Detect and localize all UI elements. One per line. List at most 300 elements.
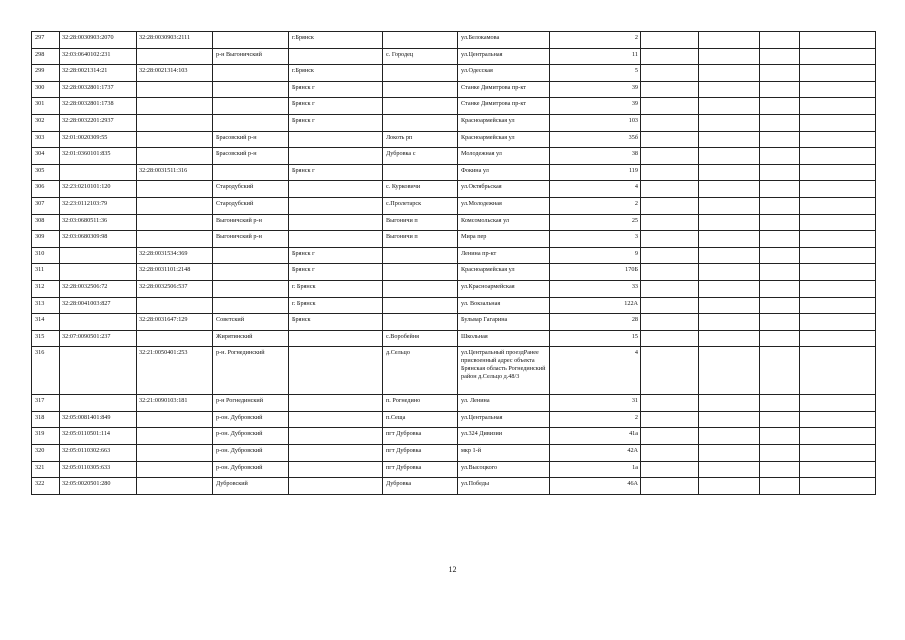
street-cell: мкр 1-й (458, 445, 550, 462)
house-number: 9 (550, 247, 641, 264)
settlement-cell: п.Сеща (383, 411, 458, 428)
extra-cell-2 (760, 231, 800, 248)
extra-cell-3 (800, 445, 876, 462)
extra-cell-1 (699, 98, 760, 115)
street-cell: Бульвар Гагарина (458, 314, 550, 331)
cadastral-number: 32:01:0020309:55 (60, 131, 137, 148)
city-cell (289, 445, 383, 462)
house-number: 2 (550, 32, 641, 49)
extra-cell-3 (800, 131, 876, 148)
table-row (32, 445, 876, 462)
settlement-cell (383, 164, 458, 181)
cadastral-number: 32:28:0032801:1737 (60, 81, 137, 98)
blank-cell (641, 330, 699, 347)
extra-cell-1 (699, 411, 760, 428)
cadastral-number: 32:03:0680511:36 (60, 214, 137, 231)
blank-cell (641, 347, 699, 395)
row-number: 310 (32, 247, 60, 264)
object-cadastral-number (137, 231, 213, 248)
extra-cell-3 (800, 395, 876, 412)
row-number: 316 (32, 347, 60, 395)
house-number: 39 (550, 81, 641, 98)
street-cell: Станке Димитрова пр-кт (458, 98, 550, 115)
city-cell (289, 197, 383, 214)
object-cadastral-number: 32:28:0031534:369 (137, 247, 213, 264)
extra-cell-2 (760, 330, 800, 347)
table-row (32, 148, 876, 165)
extra-cell-3 (800, 330, 876, 347)
city-cell: г.Брянск (289, 65, 383, 82)
extra-cell-2 (760, 411, 800, 428)
row-number: 303 (32, 131, 60, 148)
settlement-cell (383, 247, 458, 264)
district-cell: р-н Рогнединский (213, 395, 289, 412)
settlement-cell (383, 81, 458, 98)
extra-cell-2 (760, 148, 800, 165)
extra-cell-3 (800, 461, 876, 478)
house-number: 46А (550, 478, 641, 495)
district-cell: р-н Выгоничский (213, 48, 289, 65)
blank-cell (641, 214, 699, 231)
blank-cell (641, 148, 699, 165)
table-row (32, 214, 876, 231)
table-row (32, 131, 876, 148)
street-cell: ул.324 Дивизии (458, 428, 550, 445)
extra-cell-3 (800, 247, 876, 264)
cadastral-number: 32:05:0020501:280 (60, 478, 137, 495)
settlement-cell (383, 264, 458, 281)
extra-cell-1 (699, 81, 760, 98)
city-cell (289, 330, 383, 347)
extra-cell-3 (800, 48, 876, 65)
extra-cell-1 (699, 461, 760, 478)
cadastral-number: 32:01:0360101:835 (60, 148, 137, 165)
table-row (32, 428, 876, 445)
settlement-cell: с. Городец (383, 48, 458, 65)
extra-cell-3 (800, 181, 876, 198)
extra-cell-2 (760, 247, 800, 264)
cadastral-number: 32:03:0640102:231 (60, 48, 137, 65)
table-row (32, 247, 876, 264)
extra-cell-2 (760, 314, 800, 331)
extra-cell-1 (699, 428, 760, 445)
extra-cell-1 (699, 280, 760, 297)
extra-cell-1 (699, 395, 760, 412)
street-cell: ул.Белокамова (458, 32, 550, 49)
table-row (32, 314, 876, 331)
city-cell (289, 428, 383, 445)
extra-cell-3 (800, 428, 876, 445)
street-cell: Ленина пр-кт (458, 247, 550, 264)
settlement-cell: Выгоничи п (383, 214, 458, 231)
extra-cell-1 (699, 197, 760, 214)
district-cell: р-он. Дубровский (213, 461, 289, 478)
object-cadastral-number (137, 428, 213, 445)
extra-cell-2 (760, 81, 800, 98)
district-cell: р-н. Рогнединский (213, 347, 289, 395)
settlement-cell: с.Пролетарск (383, 197, 458, 214)
street-cell: ул.Октябрьская (458, 181, 550, 198)
house-number: 42А (550, 445, 641, 462)
object-cadastral-number (137, 330, 213, 347)
house-number: 39 (550, 98, 641, 115)
extra-cell-3 (800, 148, 876, 165)
blank-cell (641, 131, 699, 148)
extra-cell-3 (800, 81, 876, 98)
extra-cell-3 (800, 114, 876, 131)
row-number: 300 (32, 81, 60, 98)
district-cell (213, 264, 289, 281)
extra-cell-1 (699, 65, 760, 82)
extra-cell-1 (699, 131, 760, 148)
city-cell (289, 231, 383, 248)
settlement-cell (383, 65, 458, 82)
house-number: 28 (550, 314, 641, 331)
settlement-cell: п. Рогнедино (383, 395, 458, 412)
city-cell (289, 131, 383, 148)
row-number: 308 (32, 214, 60, 231)
property-register-table (31, 31, 876, 495)
extra-cell-1 (699, 297, 760, 314)
street-cell: ул.Высоцкого (458, 461, 550, 478)
row-number: 322 (32, 478, 60, 495)
table-row (32, 280, 876, 297)
city-cell (289, 395, 383, 412)
extra-cell-1 (699, 264, 760, 281)
city-cell (289, 411, 383, 428)
table-row (32, 461, 876, 478)
extra-cell-2 (760, 98, 800, 115)
row-number: 306 (32, 181, 60, 198)
table-row (32, 297, 876, 314)
city-cell: Брянск г (289, 264, 383, 281)
object-cadastral-number (137, 411, 213, 428)
row-number: 309 (32, 231, 60, 248)
settlement-cell (383, 98, 458, 115)
district-cell: Стародубский (213, 181, 289, 198)
district-cell (213, 280, 289, 297)
cadastral-number (60, 314, 137, 331)
extra-cell-3 (800, 32, 876, 49)
city-cell (289, 478, 383, 495)
object-cadastral-number (137, 478, 213, 495)
extra-cell-2 (760, 114, 800, 131)
city-cell (289, 214, 383, 231)
extra-cell-3 (800, 65, 876, 82)
street-cell: ул.Центральная (458, 411, 550, 428)
district-cell: Брасовский р-н (213, 131, 289, 148)
blank-cell (641, 114, 699, 131)
extra-cell-3 (800, 280, 876, 297)
extra-cell-3 (800, 411, 876, 428)
settlement-cell (383, 297, 458, 314)
city-cell: Брянск г (289, 247, 383, 264)
extra-cell-3 (800, 347, 876, 395)
table-body (32, 32, 876, 495)
blank-cell (641, 297, 699, 314)
blank-cell (641, 231, 699, 248)
row-number: 314 (32, 314, 60, 331)
extra-cell-2 (760, 48, 800, 65)
extra-cell-1 (699, 314, 760, 331)
cadastral-number (60, 395, 137, 412)
settlement-cell: с.Воробейня (383, 330, 458, 347)
table-row (32, 81, 876, 98)
extra-cell-1 (699, 148, 760, 165)
district-cell (213, 32, 289, 49)
settlement-cell: Выгоничи п (383, 231, 458, 248)
object-cadastral-number: 32:21:0090103:181 (137, 395, 213, 412)
cadastral-number: 32:28:0032801:1738 (60, 98, 137, 115)
row-number: 298 (32, 48, 60, 65)
object-cadastral-number (137, 297, 213, 314)
table-row (32, 114, 876, 131)
table-row (32, 164, 876, 181)
cadastral-number: 32:05:0081401:849 (60, 411, 137, 428)
house-number: 38 (550, 148, 641, 165)
table-row (32, 411, 876, 428)
cadastral-number: 32:05:0110501:114 (60, 428, 137, 445)
extra-cell-3 (800, 214, 876, 231)
extra-cell-2 (760, 297, 800, 314)
settlement-cell: Дубровка с (383, 148, 458, 165)
cadastral-number: 32:23:0210101:120 (60, 181, 137, 198)
district-cell (213, 247, 289, 264)
row-number: 299 (32, 65, 60, 82)
cadastral-number: 32:28:0021314:21 (60, 65, 137, 82)
row-number: 302 (32, 114, 60, 131)
table-row (32, 98, 876, 115)
cadastral-number: 32:28:0030903:2070 (60, 32, 137, 49)
settlement-cell: пгт Дубровка (383, 461, 458, 478)
blank-cell (641, 280, 699, 297)
district-cell: р-он. Дубровский (213, 445, 289, 462)
extra-cell-2 (760, 445, 800, 462)
street-cell: ул.Красноармейская (458, 280, 550, 297)
object-cadastral-number (137, 197, 213, 214)
city-cell: Брянск г (289, 81, 383, 98)
blank-cell (641, 411, 699, 428)
row-number: 305 (32, 164, 60, 181)
object-cadastral-number: 32:28:0031647:129 (137, 314, 213, 331)
district-cell: р-он. Дубровский (213, 428, 289, 445)
table-row (32, 330, 876, 347)
house-number: 33 (550, 280, 641, 297)
extra-cell-2 (760, 461, 800, 478)
extra-cell-1 (699, 214, 760, 231)
blank-cell (641, 48, 699, 65)
settlement-cell: Локоть рп (383, 131, 458, 148)
object-cadastral-number (137, 98, 213, 115)
street-cell: ул. Ленина (458, 395, 550, 412)
blank-cell (641, 65, 699, 82)
row-number: 319 (32, 428, 60, 445)
street-cell: Комсомольская ул (458, 214, 550, 231)
cadastral-number: 32:28:0041003:827 (60, 297, 137, 314)
row-number: 301 (32, 98, 60, 115)
table-row (32, 48, 876, 65)
street-cell: ул.Центральная (458, 48, 550, 65)
table-row (32, 231, 876, 248)
extra-cell-3 (800, 197, 876, 214)
house-number: 1а (550, 461, 641, 478)
cadastral-number: 32:03:0680309:98 (60, 231, 137, 248)
extra-cell-1 (699, 247, 760, 264)
district-cell: Брасовский р-н (213, 148, 289, 165)
house-number: 170Б (550, 264, 641, 281)
street-cell: Станке Димитрова пр-кт (458, 81, 550, 98)
street-cell: ул.Центральный проездРанее присвоенный адрес объекта Брянская область Рогнединский район д.Сельцо д.48/3 (458, 347, 550, 395)
object-cadastral-number (137, 48, 213, 65)
extra-cell-1 (699, 445, 760, 462)
extra-cell-2 (760, 65, 800, 82)
house-number: 2 (550, 411, 641, 428)
district-cell: р-он. Дубровский (213, 411, 289, 428)
house-number: 41а (550, 428, 641, 445)
house-number: 103 (550, 114, 641, 131)
house-number: 4 (550, 347, 641, 395)
house-number: 11 (550, 48, 641, 65)
settlement-cell: д.Сельцо (383, 347, 458, 395)
object-cadastral-number: 32:28:0032506:537 (137, 280, 213, 297)
blank-cell (641, 428, 699, 445)
blank-cell (641, 478, 699, 495)
city-cell (289, 461, 383, 478)
street-cell: Мира пер (458, 231, 550, 248)
cadastral-number: 32:05:0110302:663 (60, 445, 137, 462)
object-cadastral-number (137, 148, 213, 165)
extra-cell-1 (699, 330, 760, 347)
house-number: 119 (550, 164, 641, 181)
table-row (32, 65, 876, 82)
extra-cell-3 (800, 164, 876, 181)
cadastral-number: 32:28:0032506:72 (60, 280, 137, 297)
extra-cell-2 (760, 32, 800, 49)
row-number: 307 (32, 197, 60, 214)
city-cell (289, 148, 383, 165)
cadastral-number (60, 264, 137, 281)
cadastral-number (60, 347, 137, 395)
district-cell (213, 98, 289, 115)
district-cell: Жирятинский (213, 330, 289, 347)
settlement-cell (383, 114, 458, 131)
blank-cell (641, 314, 699, 331)
street-cell: Молодежная ул (458, 148, 550, 165)
house-number: 122А (550, 297, 641, 314)
house-number: 25 (550, 214, 641, 231)
house-number: 31 (550, 395, 641, 412)
object-cadastral-number: 32:28:0030903:2111 (137, 32, 213, 49)
cadastral-number: 32:23:0112103:79 (60, 197, 137, 214)
extra-cell-2 (760, 264, 800, 281)
table-row (32, 32, 876, 49)
row-number: 317 (32, 395, 60, 412)
house-number: 5 (550, 65, 641, 82)
table-row (32, 264, 876, 281)
district-cell (213, 114, 289, 131)
blank-cell (641, 264, 699, 281)
district-cell (213, 164, 289, 181)
district-cell: Выгоничский р-н (213, 214, 289, 231)
extra-cell-3 (800, 478, 876, 495)
city-cell (289, 347, 383, 395)
extra-cell-1 (699, 32, 760, 49)
city-cell: г. Брянск (289, 280, 383, 297)
house-number: 35б (550, 131, 641, 148)
object-cadastral-number (137, 131, 213, 148)
row-number: 321 (32, 461, 60, 478)
extra-cell-3 (800, 264, 876, 281)
district-cell: Выгоничский р-н (213, 231, 289, 248)
city-cell: Брянск г (289, 164, 383, 181)
extra-cell-1 (699, 181, 760, 198)
object-cadastral-number: 32:28:0021314:103 (137, 65, 213, 82)
row-number: 320 (32, 445, 60, 462)
row-number: 313 (32, 297, 60, 314)
object-cadastral-number (137, 114, 213, 131)
blank-cell (641, 395, 699, 412)
blank-cell (641, 81, 699, 98)
object-cadastral-number: 32:21:0050401:253 (137, 347, 213, 395)
object-cadastral-number (137, 445, 213, 462)
settlement-cell (383, 280, 458, 297)
blank-cell (641, 181, 699, 198)
house-number: 15 (550, 330, 641, 347)
page-number: 12 (448, 565, 457, 574)
blank-cell (641, 247, 699, 264)
blank-cell (641, 445, 699, 462)
extra-cell-2 (760, 428, 800, 445)
settlement-cell (383, 314, 458, 331)
object-cadastral-number (137, 214, 213, 231)
extra-cell-1 (699, 478, 760, 495)
row-number: 318 (32, 411, 60, 428)
extra-cell-2 (760, 197, 800, 214)
row-number: 315 (32, 330, 60, 347)
extra-cell-1 (699, 164, 760, 181)
extra-cell-2 (760, 347, 800, 395)
street-cell: Красноармейская ул (458, 264, 550, 281)
object-cadastral-number (137, 81, 213, 98)
blank-cell (641, 32, 699, 49)
extra-cell-2 (760, 280, 800, 297)
extra-cell-2 (760, 478, 800, 495)
row-number: 311 (32, 264, 60, 281)
settlement-cell: с. Курковичи (383, 181, 458, 198)
row-number: 297 (32, 32, 60, 49)
object-cadastral-number (137, 181, 213, 198)
blank-cell (641, 461, 699, 478)
extra-cell-2 (760, 395, 800, 412)
street-cell: ул.Победы (458, 478, 550, 495)
extra-cell-1 (699, 347, 760, 395)
extra-cell-2 (760, 181, 800, 198)
street-cell: ул.Молодежная (458, 197, 550, 214)
object-cadastral-number (137, 461, 213, 478)
extra-cell-2 (760, 164, 800, 181)
city-cell: г. Брянск (289, 297, 383, 314)
street-cell: Красноармейская ул (458, 114, 550, 131)
street-cell: ул.Одесская (458, 65, 550, 82)
extra-cell-1 (699, 48, 760, 65)
street-cell: ул. Вокзальная (458, 297, 550, 314)
house-number: 4 (550, 181, 641, 198)
city-cell: Брянск г (289, 98, 383, 115)
cadastral-number (60, 164, 137, 181)
extra-cell-3 (800, 297, 876, 314)
settlement-cell: пгт Дубровка (383, 428, 458, 445)
street-cell: Фокина ул (458, 164, 550, 181)
